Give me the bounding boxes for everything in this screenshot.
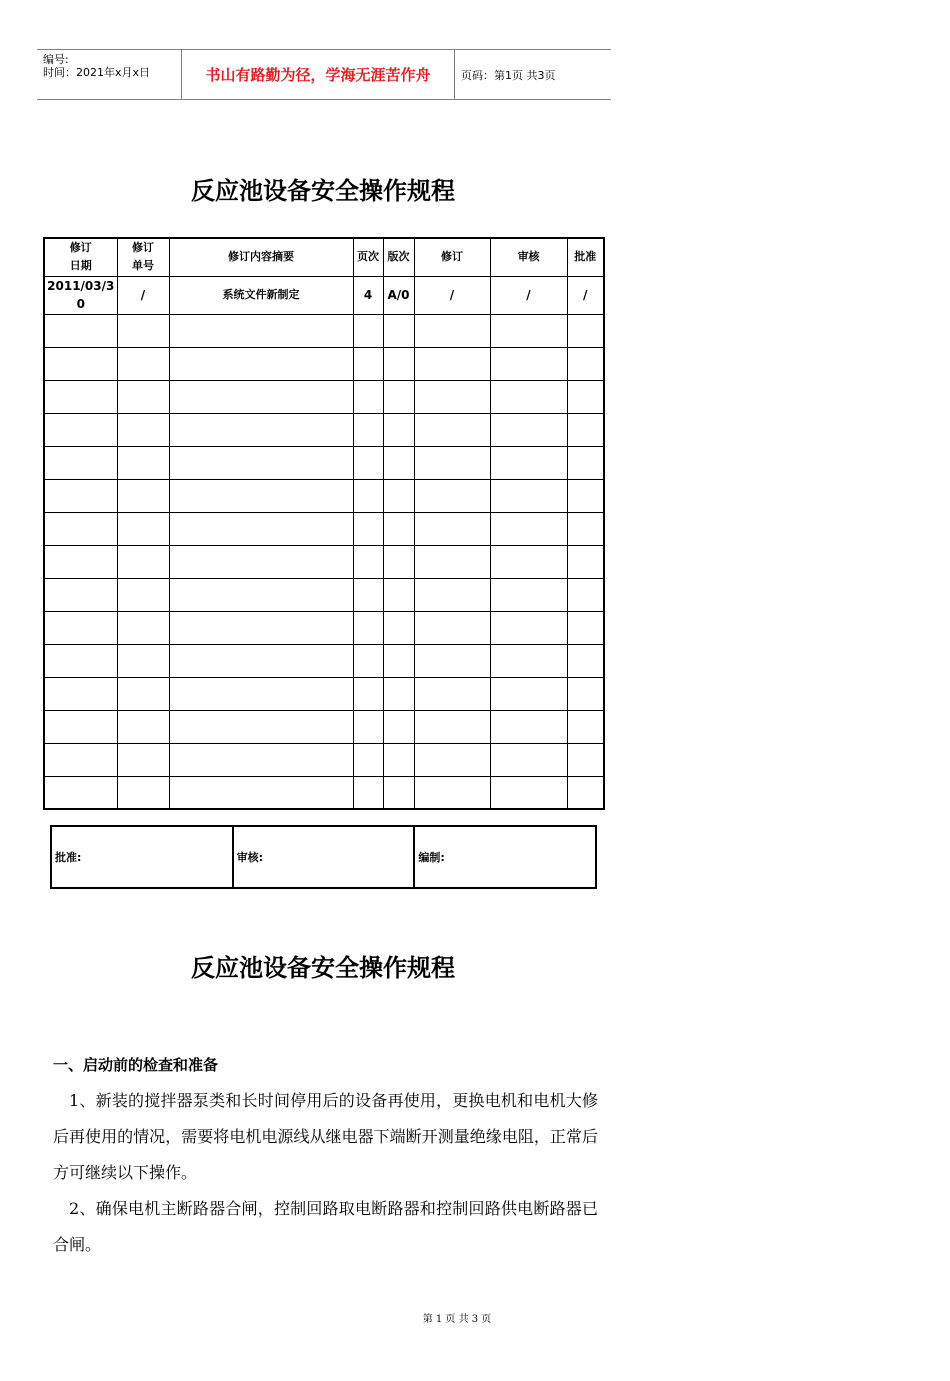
table-cell (353, 578, 383, 611)
table-cell (567, 776, 604, 809)
table-cell (169, 314, 353, 347)
table-cell (383, 347, 414, 380)
table-cell (117, 347, 169, 380)
table-cell (414, 413, 490, 446)
table-cell (567, 446, 604, 479)
empty-rows (44, 314, 604, 809)
cell-summary: 系统文件新制定 (169, 276, 353, 314)
col-page: 页次 (353, 238, 383, 276)
table-cell (490, 314, 567, 347)
table-cell (169, 644, 353, 677)
compile-label: 编制: (418, 851, 445, 864)
table-cell (353, 644, 383, 677)
table-cell (414, 644, 490, 677)
header-page-info: 页码：第1页 共3页 (461, 68, 556, 82)
page-footer: 第 1 页 共 3 页 (422, 1314, 492, 1325)
table-cell (490, 347, 567, 380)
table-cell (117, 578, 169, 611)
body-title: 反应池设备安全操作规程 (191, 954, 455, 982)
table-cell (567, 677, 604, 710)
table-cell (117, 380, 169, 413)
table-cell (169, 743, 353, 776)
table-cell (414, 479, 490, 512)
table-row (44, 314, 604, 347)
cell-reviewed: / (490, 276, 567, 314)
table-cell (383, 545, 414, 578)
table-cell (353, 380, 383, 413)
col-revised: 修订 (414, 238, 490, 276)
table-row (44, 611, 604, 644)
cell-number: / (117, 276, 169, 314)
table-cell (567, 413, 604, 446)
table-row (44, 380, 604, 413)
table-cell (567, 545, 604, 578)
table-cell (44, 611, 117, 644)
col-revision-date-label: 修订 日期 (69, 241, 92, 273)
table-cell (169, 479, 353, 512)
approval-box (50, 825, 597, 889)
cell-date: 2011/03/30 (44, 276, 117, 314)
table-cell (567, 512, 604, 545)
table-row (44, 479, 604, 512)
table-cell (44, 776, 117, 809)
table-cell (169, 776, 353, 809)
table-cell (44, 578, 117, 611)
table-cell (490, 776, 567, 809)
table-cell (490, 677, 567, 710)
table-cell (414, 677, 490, 710)
table-cell (169, 677, 353, 710)
table-cell (353, 776, 383, 809)
table-cell (383, 446, 414, 479)
table-cell (169, 545, 353, 578)
cell-page: 4 (353, 276, 383, 314)
table-cell (414, 512, 490, 545)
table-cell (353, 314, 383, 347)
header-meta (37, 50, 182, 99)
table-cell (44, 545, 117, 578)
table-cell (567, 644, 604, 677)
table-cell (44, 677, 117, 710)
paragraph-item-2: 2、确保电机主断路器合闸，控制回路取电断路器和控制回路供电断路器已合闸。 (53, 1199, 598, 1254)
table-cell (383, 512, 414, 545)
table-cell (353, 479, 383, 512)
table-cell (169, 710, 353, 743)
col-revision-number-label: 修订 单号 (132, 241, 154, 273)
table-row (44, 578, 604, 611)
table-cell (353, 545, 383, 578)
revision-table-header (44, 238, 604, 276)
table-cell (414, 743, 490, 776)
table-cell (383, 413, 414, 446)
table-cell (353, 743, 383, 776)
table-cell (383, 479, 414, 512)
table-cell (490, 545, 567, 578)
table-cell (44, 347, 117, 380)
table-cell (353, 446, 383, 479)
table-cell (44, 512, 117, 545)
table-cell (567, 578, 604, 611)
table-cell (383, 710, 414, 743)
table-cell (414, 611, 490, 644)
table-cell (414, 710, 490, 743)
page-header (37, 49, 611, 100)
col-revision-date (44, 238, 117, 276)
table-cell (567, 479, 604, 512)
table-cell (44, 314, 117, 347)
table-cell (117, 710, 169, 743)
table-row (44, 512, 604, 545)
col-version: 版次 (383, 238, 414, 276)
section-heading: 一、启动前的检查和准备 (53, 1056, 219, 1074)
table-cell (383, 314, 414, 347)
table-row (44, 347, 604, 380)
table-cell (117, 611, 169, 644)
col-reviewed: 审核 (490, 238, 567, 276)
table-cell (490, 479, 567, 512)
revision-table (43, 237, 605, 810)
document-time-label: 时间：2021年x月x日 (43, 66, 151, 79)
table-cell (490, 413, 567, 446)
table-cell (44, 743, 117, 776)
review-label: 审核: (236, 851, 264, 864)
table-cell (383, 380, 414, 413)
table-cell (414, 314, 490, 347)
table-cell (383, 611, 414, 644)
table-cell (490, 446, 567, 479)
table-cell (490, 380, 567, 413)
table-row (44, 276, 604, 314)
table-cell (169, 347, 353, 380)
table-cell (117, 413, 169, 446)
document-title: 反应池设备安全操作规程 (191, 177, 455, 205)
table-cell (567, 347, 604, 380)
table-cell (383, 776, 414, 809)
table-cell (567, 743, 604, 776)
table-row (44, 644, 604, 677)
approve-cell (52, 827, 232, 887)
table-cell (414, 776, 490, 809)
table-cell (490, 743, 567, 776)
table-cell (117, 314, 169, 347)
table-cell (117, 545, 169, 578)
table-cell (117, 479, 169, 512)
table-row (44, 677, 604, 710)
table-cell (353, 710, 383, 743)
table-cell (414, 380, 490, 413)
table-cell (44, 446, 117, 479)
table-cell (169, 446, 353, 479)
table-row (44, 413, 604, 446)
col-revision-number (117, 238, 169, 276)
table-cell (169, 578, 353, 611)
cell-approved: / (567, 276, 604, 314)
table-cell (383, 677, 414, 710)
table-cell (117, 644, 169, 677)
col-approved: 批准 (567, 238, 604, 276)
table-cell (414, 578, 490, 611)
table-cell (567, 611, 604, 644)
table-cell (117, 512, 169, 545)
table-cell (44, 380, 117, 413)
table-cell (567, 380, 604, 413)
cell-version: A/0 (383, 276, 414, 314)
document-number-label: 编号: (43, 53, 69, 66)
table-cell (169, 512, 353, 545)
table-cell (169, 611, 353, 644)
table-cell (383, 743, 414, 776)
table-cell (117, 446, 169, 479)
table-row (44, 545, 604, 578)
table-cell (383, 644, 414, 677)
table-cell (117, 776, 169, 809)
col-revision-summary: 修订内容摘要 (169, 238, 353, 276)
table-cell (44, 413, 117, 446)
table-cell (353, 347, 383, 380)
table-cell (567, 314, 604, 347)
table-cell (567, 710, 604, 743)
table-cell (490, 578, 567, 611)
cell-revised: / (414, 276, 490, 314)
review-cell (232, 827, 414, 887)
approve-label: 批准: (55, 851, 82, 864)
table-cell (117, 743, 169, 776)
table-cell (414, 347, 490, 380)
table-cell (490, 710, 567, 743)
table-row (44, 710, 604, 743)
table-cell (383, 578, 414, 611)
table-cell (117, 677, 169, 710)
table-row (44, 446, 604, 479)
compile-cell (413, 827, 595, 887)
table-row (44, 776, 604, 809)
table-cell (169, 413, 353, 446)
table-cell (353, 611, 383, 644)
table-cell (44, 479, 117, 512)
table-cell (414, 446, 490, 479)
paragraph-item-1: 1、新装的搅拌器泵类和长时间停用后的设备再使用，更换电机和电机大修后再使用的情况，需要将电机电源线从继电器下端断开测量绝缘电阻，正常后方可继续以下操作。 (53, 1091, 598, 1182)
table-cell (490, 644, 567, 677)
header-motto: 书山有路勤为径，学海无涯苦作舟 (182, 50, 455, 99)
table-cell (353, 413, 383, 446)
table-cell (490, 611, 567, 644)
table-cell (169, 380, 353, 413)
table-cell (353, 677, 383, 710)
table-cell (490, 512, 567, 545)
table-row (44, 743, 604, 776)
table-cell (44, 710, 117, 743)
table-cell (44, 644, 117, 677)
table-cell (353, 512, 383, 545)
table-cell (414, 545, 490, 578)
